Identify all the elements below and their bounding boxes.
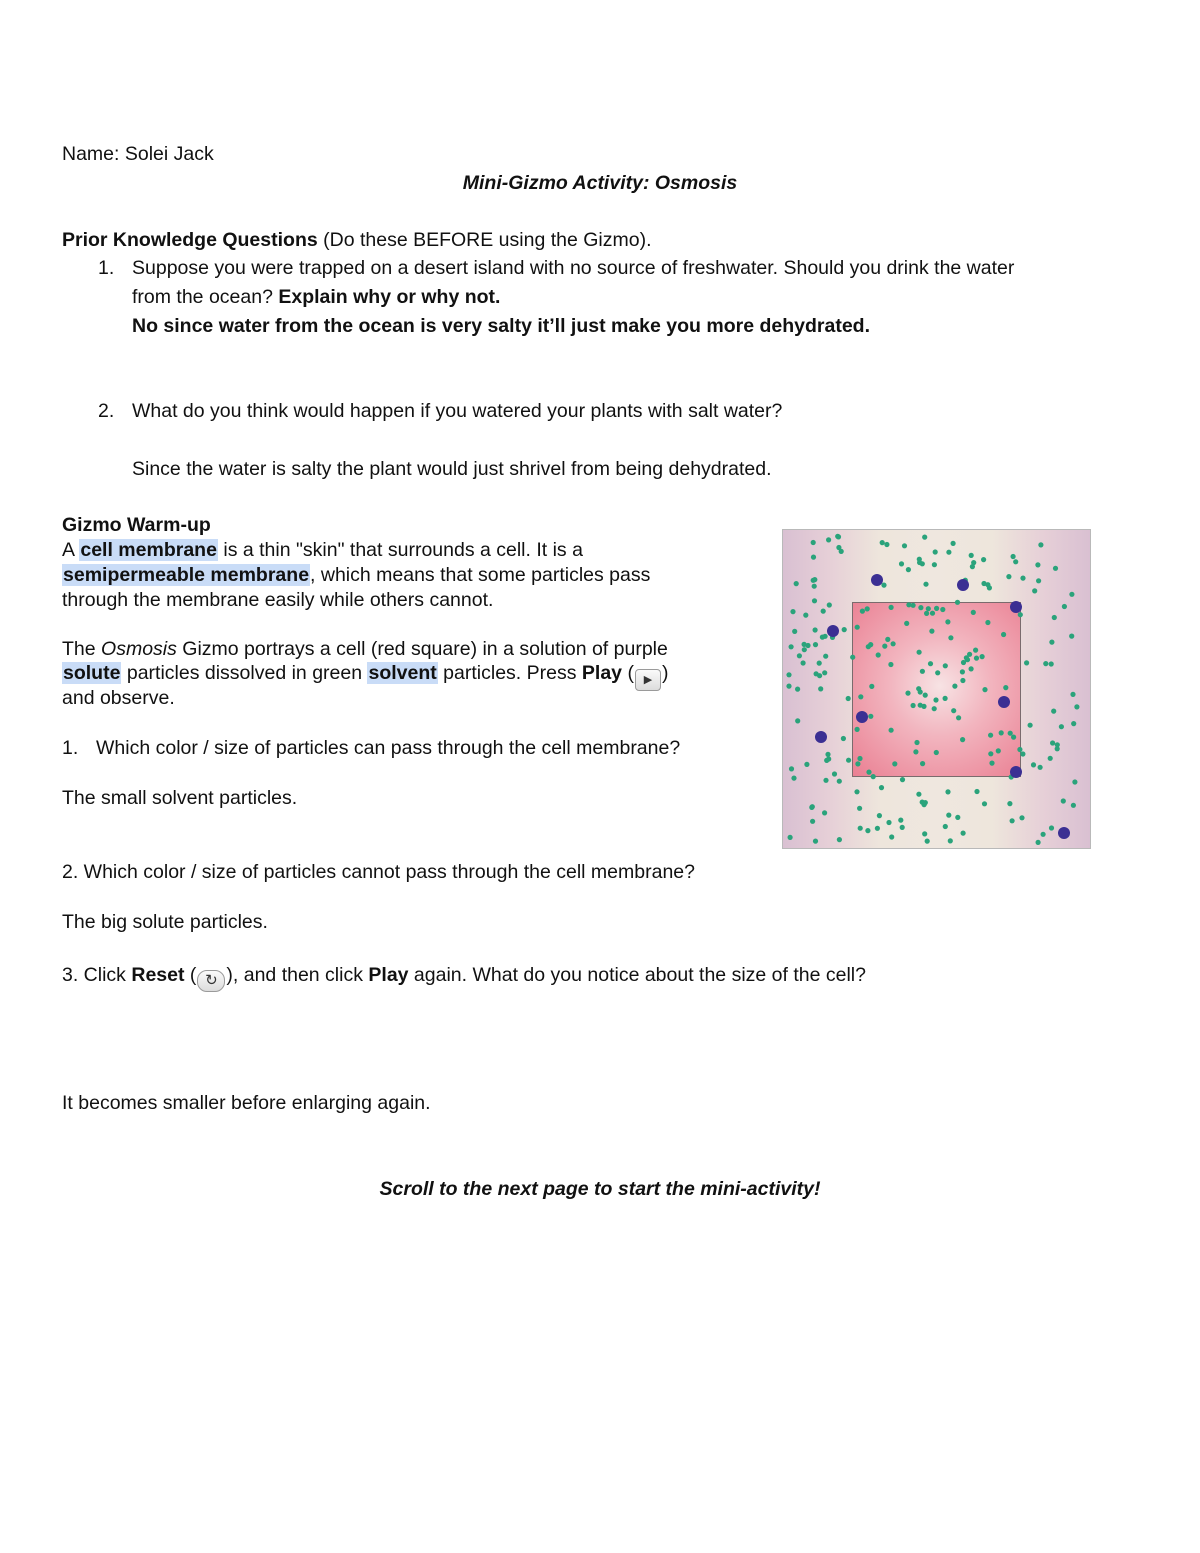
solvent-particle [1050, 740, 1055, 745]
solvent-particle [973, 648, 978, 653]
solute-particle [827, 625, 839, 637]
solvent-particle [804, 762, 809, 767]
solvent-particle [1059, 724, 1064, 729]
solvent-particle [1053, 566, 1058, 571]
solvent-particle [789, 644, 794, 649]
solvent-particle [922, 831, 927, 836]
solvent-particle [904, 621, 909, 626]
solvent-particle [911, 703, 916, 708]
prior-q1-line1: Suppose you were trapped on a desert island with no source of freshwater. Should you drink the water [132, 257, 1015, 279]
warmup-text: ), and then click [226, 964, 369, 986]
gizmo-name: Osmosis [101, 638, 177, 660]
solvent-particle [955, 815, 960, 820]
solvent-particle [943, 696, 948, 701]
solvent-particle [917, 650, 922, 655]
solvent-particle [855, 625, 860, 630]
warmup-text: 3. Click [62, 964, 132, 986]
solvent-particle [794, 581, 799, 586]
solvent-particle [889, 834, 894, 839]
solvent-particle [812, 598, 817, 603]
solvent-particle [855, 761, 860, 766]
solute-particle [998, 696, 1010, 708]
solvent-particle [948, 635, 953, 640]
solute-particle [1058, 827, 1070, 839]
solvent-particle [923, 693, 928, 698]
solvent-particle [826, 756, 831, 761]
solvent-particle [932, 706, 937, 711]
solute-particle [1010, 766, 1022, 778]
solvent-particle [1018, 612, 1023, 617]
solvent-particle [929, 629, 934, 634]
solvent-particle [934, 606, 939, 611]
solvent-particle [918, 703, 923, 708]
solvent-particle [825, 752, 830, 757]
solvent-particle [933, 549, 938, 554]
prior-q1-line2 [132, 288, 500, 308]
solvent-particle [1048, 756, 1053, 761]
solute-particle [1010, 601, 1022, 613]
solvent-particle [846, 758, 851, 763]
solvent-particle [1001, 632, 1006, 637]
solvent-particle [982, 687, 987, 692]
solvent-particle [970, 564, 975, 569]
solute-particle [856, 711, 868, 723]
solvent-particle [884, 542, 889, 547]
solvent-particle [1031, 762, 1036, 767]
solvent-particle [930, 611, 935, 616]
term-cell-membrane: cell membrane [80, 539, 217, 561]
solvent-particle [948, 838, 953, 843]
footer-instruction: Scroll to the next page to start the mini-activity! [379, 1178, 821, 1200]
solvent-particle [1019, 815, 1024, 820]
solvent-particle [868, 714, 873, 719]
osmosis-simulation-image [782, 529, 1091, 849]
solvent-particle [858, 694, 863, 699]
warmup-q1-number: 1. [62, 737, 79, 759]
solvent-particle [900, 825, 905, 830]
solvent-particle [946, 550, 951, 555]
solvent-particle [1043, 661, 1048, 666]
solvent-particle [817, 661, 822, 666]
solvent-particle [1062, 604, 1067, 609]
solvent-particle [1038, 765, 1043, 770]
solvent-particle [933, 697, 938, 702]
solvent-particle [985, 620, 990, 625]
solvent-particle [857, 756, 862, 761]
solvent-particle [865, 828, 870, 833]
prior-q2: What do you think would happen if you watered your plants with salt water? [132, 400, 783, 422]
solvent-particle [858, 826, 863, 831]
solvent-particle [1074, 704, 1079, 709]
solvent-particle [956, 715, 961, 720]
solvent-particle [881, 583, 886, 588]
solvent-particle [875, 826, 880, 831]
solvent-particle [940, 607, 945, 612]
solvent-particle [811, 540, 816, 545]
warmup-text: ( [622, 662, 634, 684]
solvent-particle [832, 771, 837, 776]
play-label: Play [368, 964, 409, 986]
play-button-icon: ▶ [635, 669, 661, 691]
solvent-particle [1061, 798, 1066, 803]
solvent-particle [981, 581, 986, 586]
solvent-particle [920, 761, 925, 766]
solvent-particle [925, 839, 930, 844]
warmup-text: particles. Press [437, 662, 582, 684]
solvent-particle [786, 684, 791, 689]
solvent-particle [974, 656, 979, 661]
warmup-q3 [62, 966, 866, 992]
solvent-particle [988, 733, 993, 738]
warmup-text: again. What do you notice about the size of the cell? [408, 964, 866, 986]
solvent-particle [1024, 660, 1029, 665]
solvent-particle [1028, 723, 1033, 728]
solvent-particle [1051, 709, 1056, 714]
solvent-particle [860, 609, 865, 614]
solvent-particle [906, 567, 911, 572]
solvent-particle [1038, 542, 1043, 547]
solvent-particle [918, 605, 923, 610]
solvent-particle [974, 789, 979, 794]
solvent-particle [857, 806, 862, 811]
term-semipermeable-membrane: semipermeable membrane [63, 564, 310, 586]
solvent-particle [923, 582, 928, 587]
solvent-particle [1008, 731, 1013, 736]
solvent-particle [945, 619, 950, 624]
solvent-particle [1003, 685, 1008, 690]
solvent-particle [1069, 634, 1074, 639]
solvent-particle [1072, 779, 1077, 784]
solvent-particle [917, 560, 922, 565]
warmup-p1-line2 [62, 566, 650, 586]
name-line: Name: Solei Jack [62, 143, 214, 165]
play-label: Play [581, 662, 623, 684]
solvent-particle [1036, 578, 1041, 583]
solvent-particle [988, 751, 993, 756]
solvent-particle [914, 740, 919, 745]
solvent-particle [810, 819, 815, 824]
prior-knowledge-heading: Prior Knowledge Questions [62, 229, 318, 251]
prior-q1-number: 1. [98, 257, 115, 279]
warmup-text: , which means that some particles pass [310, 564, 651, 586]
solvent-particle [789, 766, 794, 771]
solvent-particle [960, 669, 965, 674]
solvent-particle [943, 663, 948, 668]
solvent-particle [891, 641, 896, 646]
solvent-particle [928, 661, 933, 666]
solvent-particle [945, 789, 950, 794]
solvent-particle [916, 792, 921, 797]
solvent-particle [841, 736, 846, 741]
solvent-particle [961, 831, 966, 836]
solute-particle [871, 574, 883, 586]
solvent-particle [980, 654, 985, 659]
prior-knowledge-heading-line [62, 231, 652, 251]
solvent-particle [876, 652, 881, 657]
warmup-text: ( [184, 964, 197, 986]
solvent-particle [790, 609, 795, 614]
warmup-a1: The small solvent particles. [62, 787, 298, 809]
solvent-particle [801, 660, 806, 665]
solvent-particle [926, 606, 931, 611]
prior-q1-line2-text: from the ocean? [132, 286, 279, 308]
solvent-particle [795, 718, 800, 723]
solvent-particle [1070, 692, 1075, 697]
solvent-particle [1011, 554, 1016, 559]
solvent-particle [1020, 751, 1025, 756]
solvent-particle [913, 749, 918, 754]
solvent-particle [813, 627, 818, 632]
prior-knowledge-note: (Do these BEFORE using the Gizmo). [317, 229, 652, 251]
solvent-particle [1035, 562, 1040, 567]
solvent-particle [822, 810, 827, 815]
solvent-particle [788, 835, 793, 840]
reset-label: Reset [131, 964, 185, 986]
solvent-particle [960, 678, 965, 683]
solvent-particle [1052, 615, 1057, 620]
solvent-particle [865, 606, 870, 611]
particles-layer [783, 530, 1091, 849]
solvent-particle [877, 813, 882, 818]
warmup-a3: It becomes smaller before enlarging again. [62, 1092, 431, 1114]
solvent-particle [823, 778, 828, 783]
solvent-particle [855, 727, 860, 732]
solvent-particle [871, 774, 876, 779]
solvent-particle [802, 647, 807, 652]
solvent-particle [837, 779, 842, 784]
solvent-particle [1049, 640, 1054, 645]
warmup-text: ) [661, 662, 669, 684]
solvent-particle [1010, 818, 1015, 823]
prior-a2: Since the water is salty the plant would just shrivel from being dehydrated. [132, 458, 772, 480]
warmup-p2-line3: and observe. [62, 687, 175, 709]
solvent-particle [969, 553, 974, 558]
solvent-particle [916, 686, 921, 691]
solvent-particle [812, 584, 817, 589]
solvent-particle [923, 800, 928, 805]
solvent-particle [1049, 661, 1054, 666]
warmup-text: The [62, 638, 102, 660]
solvent-particle [1071, 721, 1076, 726]
solvent-particle [981, 557, 986, 562]
solvent-particle [1071, 803, 1076, 808]
solvent-particle [955, 600, 960, 605]
solvent-particle [795, 687, 800, 692]
solvent-particle [951, 708, 956, 713]
prior-a1: No since water from the ocean is very salty it’ll just make you more dehydrated. [132, 315, 871, 337]
solvent-particle [932, 562, 937, 567]
solvent-particle [854, 789, 859, 794]
solvent-particle [846, 696, 851, 701]
solvent-particle [902, 543, 907, 548]
solvent-particle [885, 637, 890, 642]
prior-q1-line2-emphasis: Explain why or why not. [278, 286, 501, 308]
solvent-particle [967, 652, 972, 657]
warmup-p1-line3: through the membrane easily while others cannot. [62, 589, 494, 611]
solvent-particle [822, 670, 827, 675]
solvent-particle [809, 805, 814, 810]
term-solute: solute [63, 662, 121, 684]
solvent-particle [821, 609, 826, 614]
solvent-particle [837, 837, 842, 842]
page-title: Mini-Gizmo Activity: Osmosis [462, 172, 738, 194]
solvent-particle [920, 669, 925, 674]
warmup-text: A [62, 539, 80, 561]
solvent-particle [922, 535, 927, 540]
solvent-particle [820, 635, 825, 640]
solvent-particle [791, 776, 796, 781]
solvent-particle [1036, 840, 1041, 845]
solvent-particle [813, 642, 818, 647]
solvent-particle [989, 761, 994, 766]
solvent-particle [836, 545, 841, 550]
solvent-particle [935, 670, 940, 675]
solvent-particle [888, 662, 893, 667]
solvent-particle [814, 671, 819, 676]
solvent-particle [826, 537, 831, 542]
solvent-particle [811, 578, 816, 583]
solvent-particle [866, 770, 871, 775]
solvent-particle [842, 627, 847, 632]
warmup-p2-line1 [62, 640, 668, 660]
solvent-particle [889, 605, 894, 610]
solvent-particle [1041, 832, 1046, 837]
warmup-p1-line1 [62, 541, 583, 561]
solvent-particle [869, 684, 874, 689]
solvent-particle [951, 541, 956, 546]
solvent-particle [1007, 801, 1012, 806]
solvent-particle [1032, 588, 1037, 593]
solvent-particle [818, 686, 823, 691]
warmup-text: is a thin "skin" that surrounds a cell. It is a [217, 539, 583, 561]
solvent-particle [960, 737, 965, 742]
solvent-particle [880, 540, 885, 545]
solvent-particle [924, 611, 929, 616]
solute-particle [815, 731, 827, 743]
solvent-particle [987, 585, 992, 590]
solvent-particle [971, 610, 976, 615]
solvent-particle [802, 642, 807, 647]
solvent-particle [786, 672, 791, 677]
solvent-particle [836, 534, 841, 539]
solvent-particle [792, 629, 797, 634]
warmup-text: Gizmo portrays a cell (red square) in a solution of purple [176, 638, 668, 660]
warmup-q2: 2. Which color / size of particles cannot pass through the cell membrane? [62, 861, 695, 883]
solvent-particle [1020, 576, 1025, 581]
solvent-particle [889, 728, 894, 733]
solvent-particle [827, 602, 832, 607]
solvent-particle [1055, 746, 1060, 751]
solvent-particle [882, 644, 887, 649]
solvent-particle [911, 603, 916, 608]
solvent-particle [934, 750, 939, 755]
solvent-particle [886, 820, 891, 825]
solvent-particle [1017, 747, 1022, 752]
solvent-particle [797, 653, 802, 658]
solvent-particle [969, 666, 974, 671]
solvent-particle [1069, 592, 1074, 597]
solvent-particle [1013, 559, 1018, 564]
solvent-particle [803, 613, 808, 618]
warmup-a2: The big solute particles. [62, 911, 268, 933]
solvent-particle [1011, 735, 1016, 740]
solvent-particle [892, 761, 897, 766]
solvent-particle [898, 818, 903, 823]
solvent-particle [811, 555, 816, 560]
warmup-text: particles dissolved in green [121, 662, 368, 684]
solvent-particle [813, 839, 818, 844]
solvent-particle [982, 801, 987, 806]
solvent-particle [952, 684, 957, 689]
solvent-particle [946, 813, 951, 818]
solute-particle [957, 579, 969, 591]
solvent-particle [1006, 574, 1011, 579]
solvent-particle [879, 785, 884, 790]
warmup-q1: Which color / size of particles can pass through the cell membrane? [96, 737, 681, 759]
solvent-particle [1049, 825, 1054, 830]
solvent-particle [868, 642, 873, 647]
solvent-particle [850, 655, 855, 660]
solvent-particle [999, 730, 1004, 735]
solvent-particle [905, 691, 910, 696]
prior-q2-number: 2. [98, 400, 115, 422]
warmup-heading: Gizmo Warm-up [62, 514, 211, 536]
reset-button-icon: ↻ [197, 970, 225, 992]
solvent-particle [900, 777, 905, 782]
solvent-particle [996, 748, 1001, 753]
solvent-particle [899, 561, 904, 566]
solvent-particle [943, 824, 948, 829]
solvent-particle [823, 654, 828, 659]
term-solvent: solvent [368, 662, 437, 684]
